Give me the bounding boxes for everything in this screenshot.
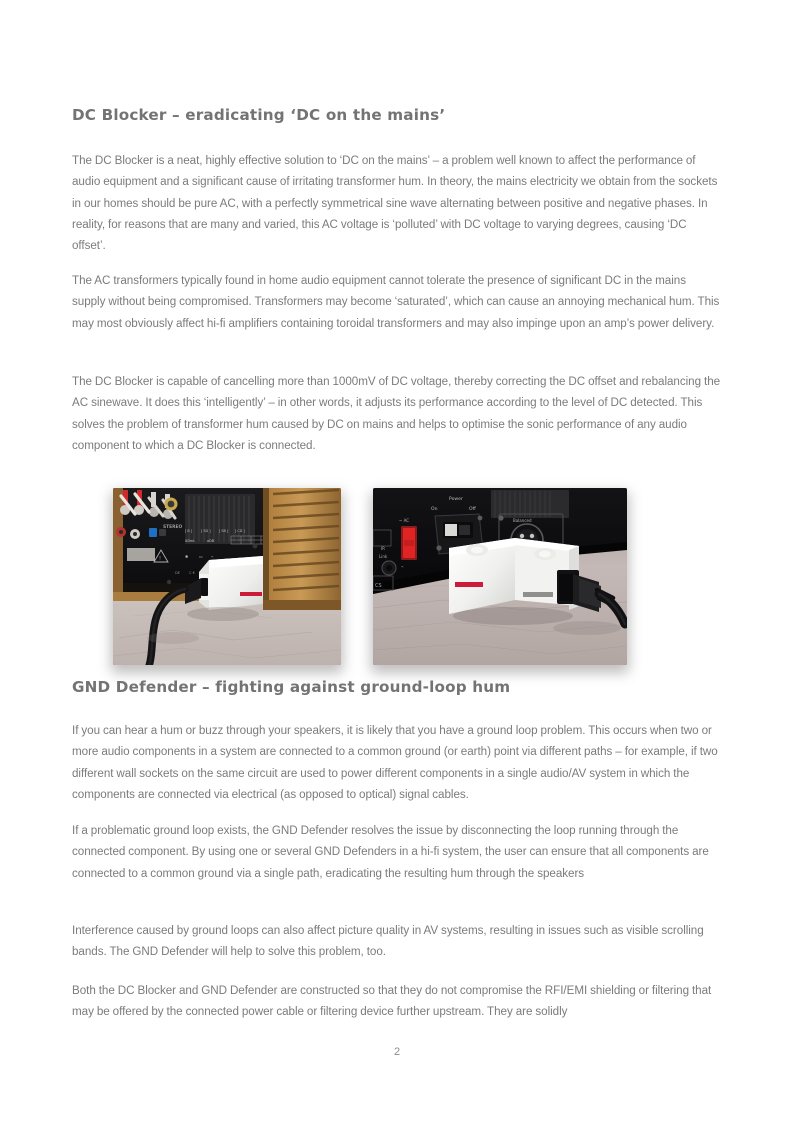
svg-text:⌁: ⌁ xyxy=(211,554,214,559)
photo-dc-blocker-plug xyxy=(373,488,627,665)
paragraph-gnd-picture-quality: Interference caused by ground loops can also affect picture quality in AV systems, resulting in issues such as visible scrolling bands. The GND Defender will help to solve this problem, too. xyxy=(72,924,704,959)
svg-text:Balanced: Balanced xyxy=(513,518,532,523)
paragraph-gnd-ground-loop: If you can hear a hum or buzz through your speakers, it is likely that you have a ground loop problem. This occurs when two or more audio components in a system are connected to a common ground (or earth) point via different paths – for example, if two different wall sockets on the same circuit are used to power different components in a single audio/AV system in which the components are connected via electrical (as opposed to optical) signal cables. xyxy=(72,724,718,801)
svg-text:[ SD ]: [ SD ] xyxy=(201,529,211,533)
svg-text:[ B ]: [ B ] xyxy=(185,529,193,533)
svg-text:aDB: aDB xyxy=(207,539,215,543)
svg-text:▭: ▭ xyxy=(199,554,203,559)
svg-text:[ CD ]: [ CD ] xyxy=(235,529,245,533)
svg-text:On: On xyxy=(431,507,438,512)
svg-text:DE: DE xyxy=(175,571,181,575)
svg-text:[ SB ]: [ SB ] xyxy=(219,529,229,533)
svg-text:XDmL: XDmL xyxy=(185,539,196,543)
svg-text:✱: ✱ xyxy=(185,554,189,559)
photo-dc-blocker-amp xyxy=(113,488,341,665)
paragraph-dc-blocker-transformers: The AC transformers typically found in home audio equipment cannot tolerate the presence of significant DC in the mains supply without being compromised. Transformers may become ‘saturated’, which can cause an annoying mechanical hum. This may most obviously affect hi-fi amplifiers containing toroidal transformers and may also impinge upon an amp’s power delivery. xyxy=(72,274,720,330)
svg-text:Link: Link xyxy=(379,554,388,559)
svg-text:STEREO: STEREO xyxy=(163,525,183,530)
svg-text:IR: IR xyxy=(381,546,385,551)
paragraph-dc-blocker-capability: The DC Blocker is capable of cancelling more than 1000mV of DC voltage, thereby correcting the DC offset and rebalancing the AC sinewave. It does this ‘intelligently’ – in other words, it adjusts its performance according to the level of DC detected. This solves the problem of transformer hum caused by DC on mains and helps to optimise the sonic performance of any audio component to which a DC Blocker is connected. xyxy=(72,375,721,452)
svg-text:~ AC: ~ AC xyxy=(399,518,410,523)
svg-text:Power: Power xyxy=(449,497,463,502)
figure-dc-blocker-amp xyxy=(113,488,341,665)
svg-text:Off: Off xyxy=(469,507,476,512)
svg-text:C €: C € xyxy=(189,571,195,575)
svg-text:!: ! xyxy=(159,556,162,562)
page-number: 2 xyxy=(393,1046,401,1058)
figure-dc-blocker-plug xyxy=(373,488,627,665)
figure-row xyxy=(72,472,722,652)
heading-gnd-defender: GND Defender – fighting against ground-loop hum xyxy=(72,678,511,696)
paragraph-gnd-resolution: If a problematic ground loop exists, the GND Defender resolves the issue by disconnecting the loop running through the connected component. By using one or several GND Defenders in a hi-fi system, the user can ensure that all components are connected to a common ground via a single path, eradicating the resulting hum through the speakers xyxy=(72,824,709,880)
paragraph-both-products-construction: Both the DC Blocker and GND Defender are constructed so that they do not compromise the RFI/EMI shielding or filtering that may be offered by the connected power cable or filtering device further upstream. They are solidly xyxy=(72,984,712,1019)
heading-dc-blocker: DC Blocker – eradicating ‘DC on the mains’ xyxy=(72,106,446,124)
svg-text:CS: CS xyxy=(375,583,382,589)
paragraph-dc-blocker-intro: The DC Blocker is a neat, highly effective solution to ‘DC on the mains’ – a problem well known to affect the performance of audio equipment and a significant cause of irritating transformer hum. In theory, the mains electricity we obtain from the sockets in our homes should be pure AC, with a perfectly symmetrical sine wave alternating between positive and negative phases. In reality, for reasons that are many and varied, this AC voltage is ‘polluted’ with DC voltage to varying degrees, causing ‘DC offset’. xyxy=(72,154,718,253)
svg-text:⌁: ⌁ xyxy=(401,564,404,569)
